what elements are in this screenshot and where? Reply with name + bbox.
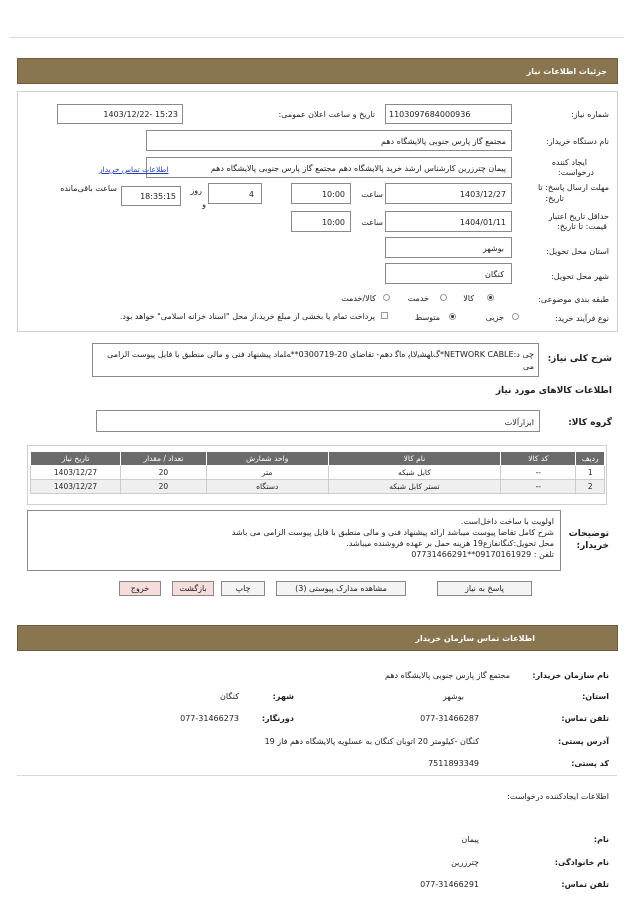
- announce-label: تاریخ و ساعت اعلان عمومی:: [278, 110, 375, 119]
- contact-postal-label: کد پستی:: [571, 759, 609, 768]
- goods-section-title: اطلاعات کالاهای مورد نیاز: [495, 386, 612, 396]
- cell-name: تستر کابل شبکه: [328, 480, 501, 494]
- reply-deadline-label-1: مهلت ارسال پاسخ: تا: [537, 183, 609, 192]
- process-option-minor: جزیی: [485, 313, 504, 322]
- reply-date-value: 1403/12/27: [459, 190, 506, 199]
- contact-title: اطلاعات تماس سازمان خریدار: [415, 634, 535, 643]
- contact-postal-value: 7511893349: [428, 759, 479, 768]
- page-title-bar: [17, 58, 618, 84]
- creator-label-2: درخواست:: [558, 168, 594, 177]
- goods-table-header: [31, 452, 605, 466]
- remaining-time-field: [121, 186, 181, 206]
- cell-qty: 20: [121, 466, 207, 480]
- top-divider: [10, 37, 624, 38]
- contact-phone-value: 077-31466287: [420, 714, 479, 723]
- province-field: [385, 237, 512, 258]
- cell-date: 1403/12/27: [31, 480, 121, 494]
- contact-address-value: کنگان -کیلومتر 20 اتوبان کنگان به عسلویه پالایشگاه دهم فاز 19: [264, 737, 479, 746]
- cell-row: 2: [576, 480, 605, 494]
- contact-org-value: مجتمع گاز پارس جنوبی پالایشگاه دهم: [385, 671, 510, 680]
- days-value: 4: [248, 190, 254, 199]
- contact-province-value: بوشهر: [442, 692, 464, 701]
- province-value: بوشهر: [482, 244, 504, 253]
- days-field: [208, 183, 262, 204]
- buyer-contact-link[interactable]: اطلاعات تماس خریدار: [99, 165, 169, 174]
- buyer-notes-line: تلفن : 09170161929**07731466291: [411, 550, 554, 559]
- province-label: استان محل تحویل:: [546, 247, 609, 256]
- creator-name-value: پیمان: [461, 835, 479, 844]
- announce-value: 1403/12/22- 15:23: [103, 110, 178, 119]
- process-option-medium: متوسط: [414, 313, 440, 322]
- reply-date-field: [385, 183, 512, 204]
- creator-value: پیمان چترزرین کارشناس ارشد خرید پالایشگاه دهم مجتمع گاز پارس جنوبی پالایشگاه دهم: [210, 164, 506, 173]
- col-qty: تعداد / مقدار: [121, 452, 207, 466]
- cell-name: کابل شبکه: [328, 466, 501, 480]
- table-row: [31, 466, 605, 480]
- city-field: [385, 263, 512, 284]
- category-radio-both[interactable]: [383, 294, 390, 301]
- summary-text: چی د:NETWORK CABLE*ﮒﺎﻬﺸﻳﻻﺎﭘ ﻩﺎﮔ دهم- تقاضای 20-0300719**ﻪﻠﻣاد پیشنهاد فنی و مالی منطبق با فایل پیوست الزامی می: [107, 350, 534, 371]
- category-radio-service[interactable]: [440, 294, 447, 301]
- process-radio-minor[interactable]: [512, 313, 519, 320]
- process-label: نوع فرآیند خرید:: [555, 314, 609, 323]
- cell-row: 1: [576, 466, 605, 480]
- buyer-notes-line: محل تحویل:کنگانفازع19 هزینه حمل بر عهده فروشنده میباشد.: [346, 539, 554, 548]
- contact-org-label: نام سازمان خریدار:: [532, 671, 609, 680]
- print-button[interactable]: چاپ: [221, 581, 265, 596]
- creator-phone-value: 077-31466291: [420, 880, 479, 889]
- contact-address-label: آدرس پستی:: [558, 737, 609, 746]
- buyer-notes-label-2: خریدار:: [576, 541, 609, 551]
- validity-label-2: قیمت: تا تاریخ:: [557, 222, 607, 231]
- validity-time-value: 10:00: [321, 218, 345, 227]
- creator-phone-label: تلفن تماس:: [561, 880, 609, 889]
- remaining-time-value: 18:35:15: [140, 192, 176, 201]
- reply-time-value: 10:00: [321, 190, 345, 199]
- reply-deadline-label-2: تاریخ:: [545, 194, 564, 203]
- creator-name-label: نام:: [593, 835, 609, 844]
- validity-time-field: [291, 211, 351, 232]
- contact-city-label: شهر:: [272, 692, 294, 701]
- category-option-goods: کالا: [463, 294, 474, 303]
- contact-divider: [17, 775, 617, 776]
- contact-city-value: کنگان: [220, 692, 239, 701]
- contact-phone-label: تلفن تماس:: [561, 714, 609, 723]
- treasury-payment-checkbox[interactable]: [381, 312, 388, 319]
- and-label: و: [202, 200, 206, 209]
- buyer-notes-label-1: توضیحات: [568, 529, 609, 539]
- contact-province-label: استان:: [582, 692, 609, 701]
- contact-fax-label: دورنگار:: [261, 714, 294, 723]
- buyer-org-label: نام دستگاه خریدار:: [546, 137, 609, 146]
- validity-date-field: [385, 211, 512, 232]
- table-row: [31, 480, 605, 494]
- need-number-label: شماره نیاز:: [571, 110, 609, 119]
- contact-title-bar: [17, 625, 618, 651]
- validity-label-1: حداقل تاریخ اعتبار: [548, 212, 609, 221]
- category-option-service: خدمت: [407, 294, 429, 303]
- summary-field: [92, 343, 539, 377]
- payment-note: پرداخت تمام یا بخشی از مبلغ خرید،از محل "اسناد خزانه اسلامی" خواهد بود.: [119, 312, 375, 321]
- reply-button[interactable]: پاسخ به نیاز: [437, 581, 532, 596]
- cell-date: 1403/12/27: [31, 466, 121, 480]
- buyer-org-value: مجتمع گاز پارس جنوبی پالایشگاه دهم: [381, 137, 506, 146]
- cell-code: --: [501, 480, 576, 494]
- reply-time-label: ساعت: [361, 190, 383, 199]
- city-label: شهر محل تحویل:: [551, 272, 609, 281]
- buyer-notes-field: [27, 510, 561, 571]
- col-unit: واحد شمارش: [206, 452, 328, 466]
- cell-qty: 20: [121, 480, 207, 494]
- back-button[interactable]: بازگشت: [172, 581, 214, 596]
- validity-time-label: ساعت: [361, 218, 383, 227]
- goods-group-label: گروه کالا:: [568, 418, 612, 428]
- col-row: ردیف: [576, 452, 605, 466]
- creator-family-label: نام خانوادگی:: [554, 858, 609, 867]
- exit-button[interactable]: خروج: [119, 581, 161, 596]
- goods-group-value: ابزارآلات: [504, 418, 534, 427]
- announce-field: [57, 104, 183, 124]
- cell-unit: دستگاه: [206, 480, 328, 494]
- goods-table: [30, 451, 605, 494]
- cell-code: --: [501, 466, 576, 480]
- buyer-notes-line: شرح کامل تقاضا پیوست میباشد ارائه پیشنهاد فنی و مالی منطبق با فایل پیوست الزامی می باشد: [231, 528, 554, 537]
- attachments-button[interactable]: مشاهده مدارک پیوستی (3): [276, 581, 406, 596]
- reply-time-field: [291, 183, 351, 204]
- col-date: تاریخ نیاز: [31, 452, 121, 466]
- creator-field: [146, 157, 512, 178]
- buyer-notes-line: اولویت با ساخت داخل‌است.: [460, 517, 554, 526]
- col-name: نام کالا: [328, 452, 501, 466]
- summary-label: شرح کلی نیاز:: [547, 354, 612, 364]
- goods-group-field: [96, 410, 540, 432]
- creator-section-label: اطلاعات ایجادکننده درخواست:: [507, 792, 609, 801]
- days-label: روز: [190, 186, 202, 195]
- buyer-org-field: [146, 130, 512, 151]
- creator-family-value: چترزرین: [451, 858, 479, 867]
- category-label: طبقه بندی موضوعی:: [538, 295, 609, 304]
- category-radio-goods[interactable]: [487, 294, 494, 301]
- page-title: جزئیات اطلاعات نیاز: [526, 67, 607, 76]
- validity-date-value: 1404/01/11: [459, 218, 506, 227]
- need-number-field: [385, 104, 512, 124]
- col-code: کد کالا: [501, 452, 576, 466]
- cell-unit: متر: [206, 466, 328, 480]
- creator-label-1: ایجاد کننده: [551, 158, 587, 167]
- contact-fax-value: 077-31466273: [180, 714, 239, 723]
- process-radio-medium[interactable]: [449, 313, 456, 320]
- category-option-both: کالا/خدمت: [341, 294, 376, 303]
- remaining-label: ساعت باقی‌مانده: [60, 184, 117, 193]
- need-number-value: 1103097684000936: [389, 110, 471, 119]
- city-value: کنگان: [485, 270, 504, 279]
